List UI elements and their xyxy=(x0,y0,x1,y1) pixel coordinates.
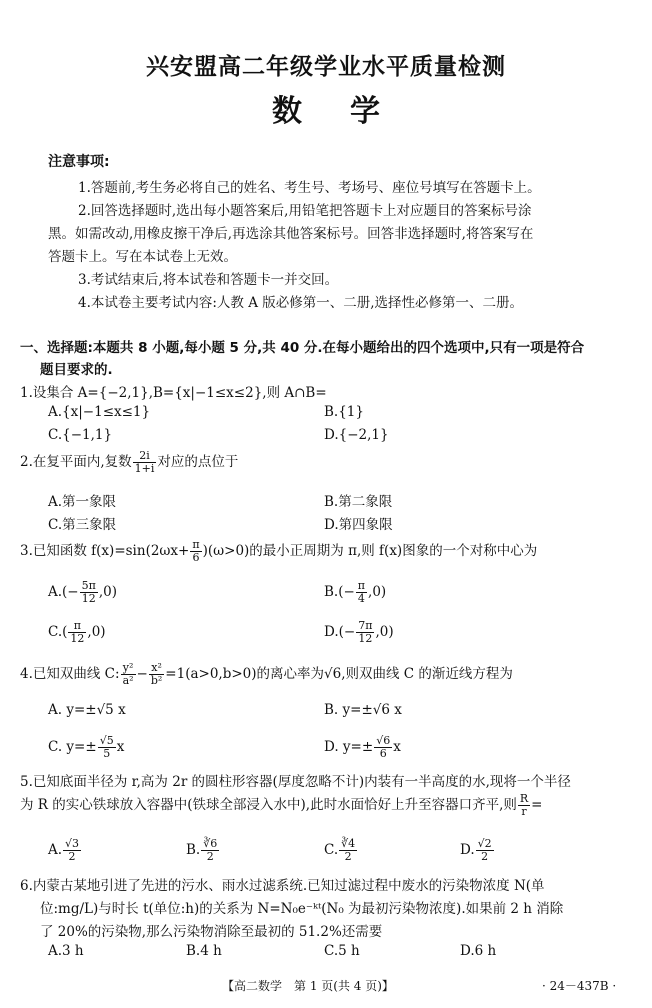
question-5-line-2 xyxy=(20,793,542,818)
q3-c-frac xyxy=(68,620,86,645)
q4-d-post: x xyxy=(393,739,401,755)
notice-line-3: 黑。如需改动,用橡皮擦干净后,再选涂其他答案标号。回答非选择题时,将答案写在 xyxy=(48,226,534,242)
q3-c-den: 12 xyxy=(70,632,85,645)
q4-option-d xyxy=(324,735,401,760)
q4-option-c xyxy=(48,735,124,760)
q3-b-pre: B.(− xyxy=(324,584,355,600)
q2-frac-num: 2i xyxy=(133,450,157,463)
question-1-stem: 1.设集合 A={−2,1},B={x|−1≤x≤2},则 A∩B= xyxy=(20,385,327,401)
q3-a-post: ,0) xyxy=(98,584,118,600)
q2-option-b: B.第二象限 xyxy=(324,494,393,510)
q3-option-d xyxy=(324,620,394,645)
q5-b-frac xyxy=(201,838,219,863)
q4-f2-den: b² xyxy=(150,674,163,687)
q2-option-d: D.第四象限 xyxy=(324,517,393,533)
question-6-line-3: 了 20%的污染物,那么污染物消除至最初的 51.2%还需要 xyxy=(40,924,383,940)
q3-option-b xyxy=(324,580,386,605)
q4-c-frac xyxy=(98,735,116,760)
q3-c-post: ,0) xyxy=(87,624,106,640)
q5-d-frac xyxy=(476,838,494,863)
q4-c-num: √5 xyxy=(99,734,114,747)
q3-stem-pre: 3.已知函数 f(x)=sin(2ωx+ xyxy=(20,543,190,559)
q4-f1-den: a² xyxy=(122,674,134,687)
q3-d-frac xyxy=(356,620,374,645)
q5-line2-pre: 为 R 的实心铁球放入容器中(铁球全部浸入水中),此时水面恰好上升至容器口齐平,则 xyxy=(20,797,517,813)
q4-d-num: √6 xyxy=(376,734,391,747)
q6-option-d: D.6 h xyxy=(460,943,497,959)
q4-c-pre: C. y=± xyxy=(48,739,97,755)
q5-c-pre: C. xyxy=(324,842,339,858)
q3-fraction xyxy=(190,539,201,564)
q5-option-d xyxy=(460,838,495,863)
q3-c-num: π xyxy=(68,620,86,633)
q3-frac-den: 6 xyxy=(192,551,200,564)
q4-minus: − xyxy=(136,666,148,682)
q5-b-num: ∛6 xyxy=(203,837,218,850)
q4-f2-num: x² xyxy=(149,662,164,675)
q5-option-c xyxy=(324,838,358,863)
q2-fraction xyxy=(133,450,157,475)
q3-d-num: 7π xyxy=(358,619,373,632)
q5-a-pre: A. xyxy=(48,842,63,858)
q5-c-num: ∛4 xyxy=(341,837,356,850)
q2-stem-pre: 2.在复平面内,复数 xyxy=(20,454,132,470)
section-heading-cont: 题目要求的. xyxy=(40,362,113,378)
exam-title: 兴安盟高二年级学业水平质量检测 xyxy=(146,54,506,80)
q5-option-a xyxy=(48,838,82,863)
notice-line-1: 1.答题前,考生务必将自己的姓名、考生号、考场号、座位号填写在答题卡上。 xyxy=(78,180,541,196)
q3-b-frac xyxy=(356,580,367,605)
q5-ratio-den: r xyxy=(521,805,527,818)
q4-option-b: B. y=±√6 x xyxy=(324,702,402,718)
notice-line-2: 2.回答选择题时,选出每小题答案后,用铅笔把答题卡上对应题目的答案标号涂 xyxy=(78,203,532,219)
question-5-line-1: 5.已知底面半径为 r,高为 2r 的圆柱形容器(厚度忽略不计)内装有一半高度的水,现将一个半径 xyxy=(20,774,571,790)
q5-c-den: 2 xyxy=(344,850,352,863)
q3-option-a xyxy=(48,580,117,605)
q3-option-c xyxy=(48,620,106,645)
q3-c-pre: C.( xyxy=(48,624,68,640)
q6-option-b: B.4 h xyxy=(186,943,222,959)
q5-a-num: √3 xyxy=(65,837,80,850)
paper-code: · 24－437B · xyxy=(542,979,617,993)
q1-option-d: D.{−2,1} xyxy=(324,427,389,443)
q4-frac-1 xyxy=(121,662,136,687)
q3-a-num: 5π xyxy=(81,579,96,592)
q3-frac-num: π xyxy=(192,538,200,551)
q5-a-frac xyxy=(63,838,81,863)
notice-line-6: 4.本试卷主要考试内容:人教 A 版必修第一、二册,选择性必修第一、二册。 xyxy=(78,295,524,311)
q5-d-den: 2 xyxy=(481,850,489,863)
q1-option-c: C.{−1,1} xyxy=(48,427,113,443)
q5-ratio-num: R xyxy=(519,792,529,805)
q4-d-frac xyxy=(374,735,392,760)
q5-a-den: 2 xyxy=(68,850,76,863)
q5-ratio xyxy=(518,793,530,818)
q3-stem-post: )(ω>0)的最小正周期为 π,则 f(x)图象的一个对称中心为 xyxy=(202,543,538,559)
q4-stem-pre: 4.已知双曲线 C: xyxy=(20,666,120,682)
notice-heading: 注意事项: xyxy=(48,154,110,170)
q5-b-pre: B. xyxy=(186,842,201,858)
q1-option-b: B.{1} xyxy=(324,404,364,420)
question-4-stem xyxy=(20,662,513,687)
q3-d-pre: D.(− xyxy=(324,624,356,640)
q5-d-num: √2 xyxy=(477,837,492,850)
exam-subject: 数学 xyxy=(272,94,428,129)
q3-b-post: ,0) xyxy=(368,584,387,600)
q3-a-frac xyxy=(80,580,98,605)
q3-d-post: ,0) xyxy=(375,624,394,640)
section-heading: 一、选择题:本题共 8 小题,每小题 5 分,共 40 分.在每小题给出的四个选项中,只有一项是符合 xyxy=(20,340,585,356)
q2-option-a: A.第一象限 xyxy=(48,494,117,510)
q5-line2-post: = xyxy=(531,797,543,813)
notice-line-5: 3.考试结束后,将本试卷和答题卡一并交回。 xyxy=(78,272,339,288)
q5-option-b xyxy=(186,838,220,863)
q6-option-a: A.3 h xyxy=(48,943,84,959)
q3-b-num: π xyxy=(357,579,366,592)
page-footer: 【高二数学 第 1 页(共 4 页)】 xyxy=(222,979,394,993)
q3-d-den: 12 xyxy=(358,632,373,645)
q5-d-pre: D. xyxy=(460,842,475,858)
q4-d-den: 6 xyxy=(379,747,387,760)
q4-c-post: x xyxy=(116,739,125,755)
q5-b-den: 2 xyxy=(206,850,214,863)
q3-a-pre: A.(− xyxy=(48,584,79,600)
q6-option-c: C.5 h xyxy=(324,943,360,959)
q1-option-a: A.{x|−1≤x≤1} xyxy=(48,404,151,420)
question-6-line-2: 位:mg/L)与时长 t(单位:h)的关系为 N=N₀e⁻ᵏᵗ(N₀ 为最初污染物浓度).如果前 2 h 消除 xyxy=(40,901,564,917)
q4-frac-2 xyxy=(149,662,164,687)
question-3-stem xyxy=(20,539,537,564)
q4-c-den: 5 xyxy=(103,747,111,760)
notice-line-4: 答题卡上。写在本试卷上无效。 xyxy=(48,249,237,265)
q2-frac-den: 1+i xyxy=(134,462,155,475)
q4-option-a: A. y=±√5 x xyxy=(48,702,126,718)
q4-stem-post: =1(a>0,b>0)的离心率为√6,则双曲线 C 的渐近线方程为 xyxy=(165,666,513,682)
q5-c-frac xyxy=(339,838,357,863)
q3-b-den: 4 xyxy=(357,592,365,605)
q2-option-c: C.第三象限 xyxy=(48,517,117,533)
q2-stem-post: 对应的点位于 xyxy=(157,454,239,470)
question-2-stem xyxy=(20,450,238,475)
q4-f1-num: y² xyxy=(121,662,136,675)
q3-a-den: 12 xyxy=(81,592,96,605)
question-6-line-1: 6.内蒙古某地引进了先进的污水、雨水过滤系统.已知过滤过程中废水的污染物浓度 N(单 xyxy=(20,878,545,894)
q4-d-pre: D. y=± xyxy=(324,739,374,755)
